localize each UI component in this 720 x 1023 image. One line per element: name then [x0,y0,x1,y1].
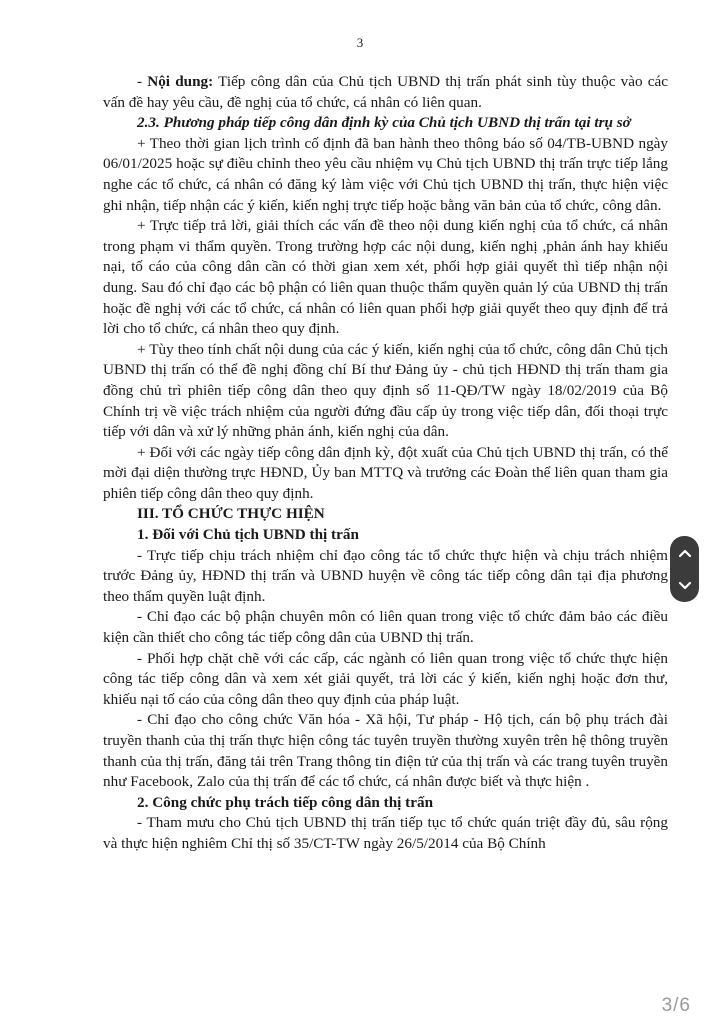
paragraph: + Theo thời gian lịch trình cố định đã ban hành theo thông báo số 04/TB-UBND ngày 06/01/2025 hoặc sự điều chỉnh theo yêu cầu nhiệm vụ Chủ tịch UBND thị trấn trực tiếp lắng nghe các tổ chức, cá nhân có đăng ký làm việc với Chủ tịch UBND thị trấn, thực hiện việc ghi nhận, tiếp nhận các ý kiến, kiến nghị trực tiếp hoặc bằng văn bản của tổ chức, công dân. [103,134,668,214]
chevron-down-icon [678,581,692,591]
chevron-up-icon [678,548,692,558]
section-heading-2: 2. Công chức phụ trách tiếp công dân thị trấn [137,793,434,811]
paragraph-noi-dung: - Nội dung: Tiếp công dân của Chủ tịch UBND thị trấn phát sinh tùy thuộc vào các vấn đề hay yêu cầu, đề nghị của tổ chức, cá nhân có liên quan. [103,73,668,111]
document-body [103,72,668,855]
page-scroll-control [670,536,699,602]
section-heading-III: III. TỔ CHỨC THỰC HIỆN [137,505,325,523]
paragraph: - Phối hợp chặt chẽ với các cấp, các ngành có liên quan trong việc tổ chức thực hiện công tác tiếp công dân và xem xét giải quyết, trả lời các ý kiến, kiến nghị hoặc đơn thư, khiếu nại tố cáo của công dân theo quy định của pháp luật. [103,649,668,708]
scroll-up-button[interactable] [670,538,699,568]
paragraph: - Chỉ đạo các bộ phận chuyên môn có liên quan trong việc tổ chức đảm bảo các điều kiện cần thiết cho công tác tiếp công dân của UBND thị trấn. [103,608,668,647]
paragraph: + Tùy theo tính chất nội dung của các ý kiến, kiến nghị của tổ chức, công dân Chủ tịch UBND thị trấn có thể đề nghị đồng chí Bí thư Đảng ủy - chủ tịch HĐND thị trấn tham gia đồng chủ trì phiên tiếp công dân theo quy định số 11-QĐ/TW ngày 18/02/2019 của Bộ Chính trị về việc trách nhiệm của người đứng đầu cấp ủy trong việc tiếp dân, đối thoại trực tiếp với dân và xử lý những phản ánh, kiến nghị của dân. [103,340,668,441]
bold-label: Nội dung: [147,73,214,90]
scroll-down-button[interactable] [670,571,699,601]
section-heading-1: 1. Đối với Chủ tịch UBND thị trấn [137,526,359,544]
paragraph: - Trực tiếp chịu trách nhiệm chỉ đạo công tác tổ chức thực hiện và chịu trách nhiệm trước Đảng ủy, HĐND thị trấn và UBND huyện về công tác tiếp công dân tại địa phương theo thẩm quyền luật định. [103,546,668,605]
paragraph: - Tham mưu cho Chủ tịch UBND thị trấn tiếp tục tổ chức quán triệt đầy đủ, sâu rộng và thực hiện nghiêm Chỉ thị số 35/CT-TW ngày 26/5/2014 của Bộ Chính [103,814,668,852]
page-number: 3 [356,35,364,50]
page-indicator: 3/6 [661,995,691,1016]
paragraph: + Trực tiếp trả lời, giải thích các vấn đề theo nội dung kiến nghị của tổ chức, cá nhân trong phạm vi thẩm quyền. Trong trường hợp các nội dung, kiến nghị ,phản ánh hay khiếu nại, tố cáo của công dân cần có thời gian xem xét, phối hợp giải quyết thì tiếp nhận nội dung. Sau đó chỉ đạo các bộ phận có liên quan thuộc thẩm quyền quản lý của UBND thị trấn hoặc đề nghị với các tổ chức, cá nhân có liên quan phối hợp giải quyết theo quy định để trả lời cho tổ chức, cá nhân theo quy định. [103,217,668,338]
section-heading-2-3: 2.3. Phương pháp tiếp công dân định kỳ của Chủ tịch UBND thị trấn tại trụ sở [137,114,631,132]
paragraph: - Chỉ đạo cho công chức Văn hóa - Xã hội, Tư pháp - Hộ tịch, cán bộ phụ trách đài truyền thanh của thị trấn thực hiện công tác tuyên truyền thường xuyên trên hệ thông truyền thanh của thị trấn, đăng tải trên Trang thông tin điện tử của thị trấn và các trang tuyên truyền như Facebook, Zalo của thị trấn để các tổ chức, cá nhân được biết và thực hiện . [103,711,668,791]
paragraph: + Đối với các ngày tiếp công dân định kỳ, đột xuất của Chủ tịch UBND thị trấn, có thể mời đại diện thường trực HĐND, Ủy ban MTTQ và trưởng các Đoàn thể liên quan tham gia phiên tiếp công dân theo quy định. [103,443,668,502]
